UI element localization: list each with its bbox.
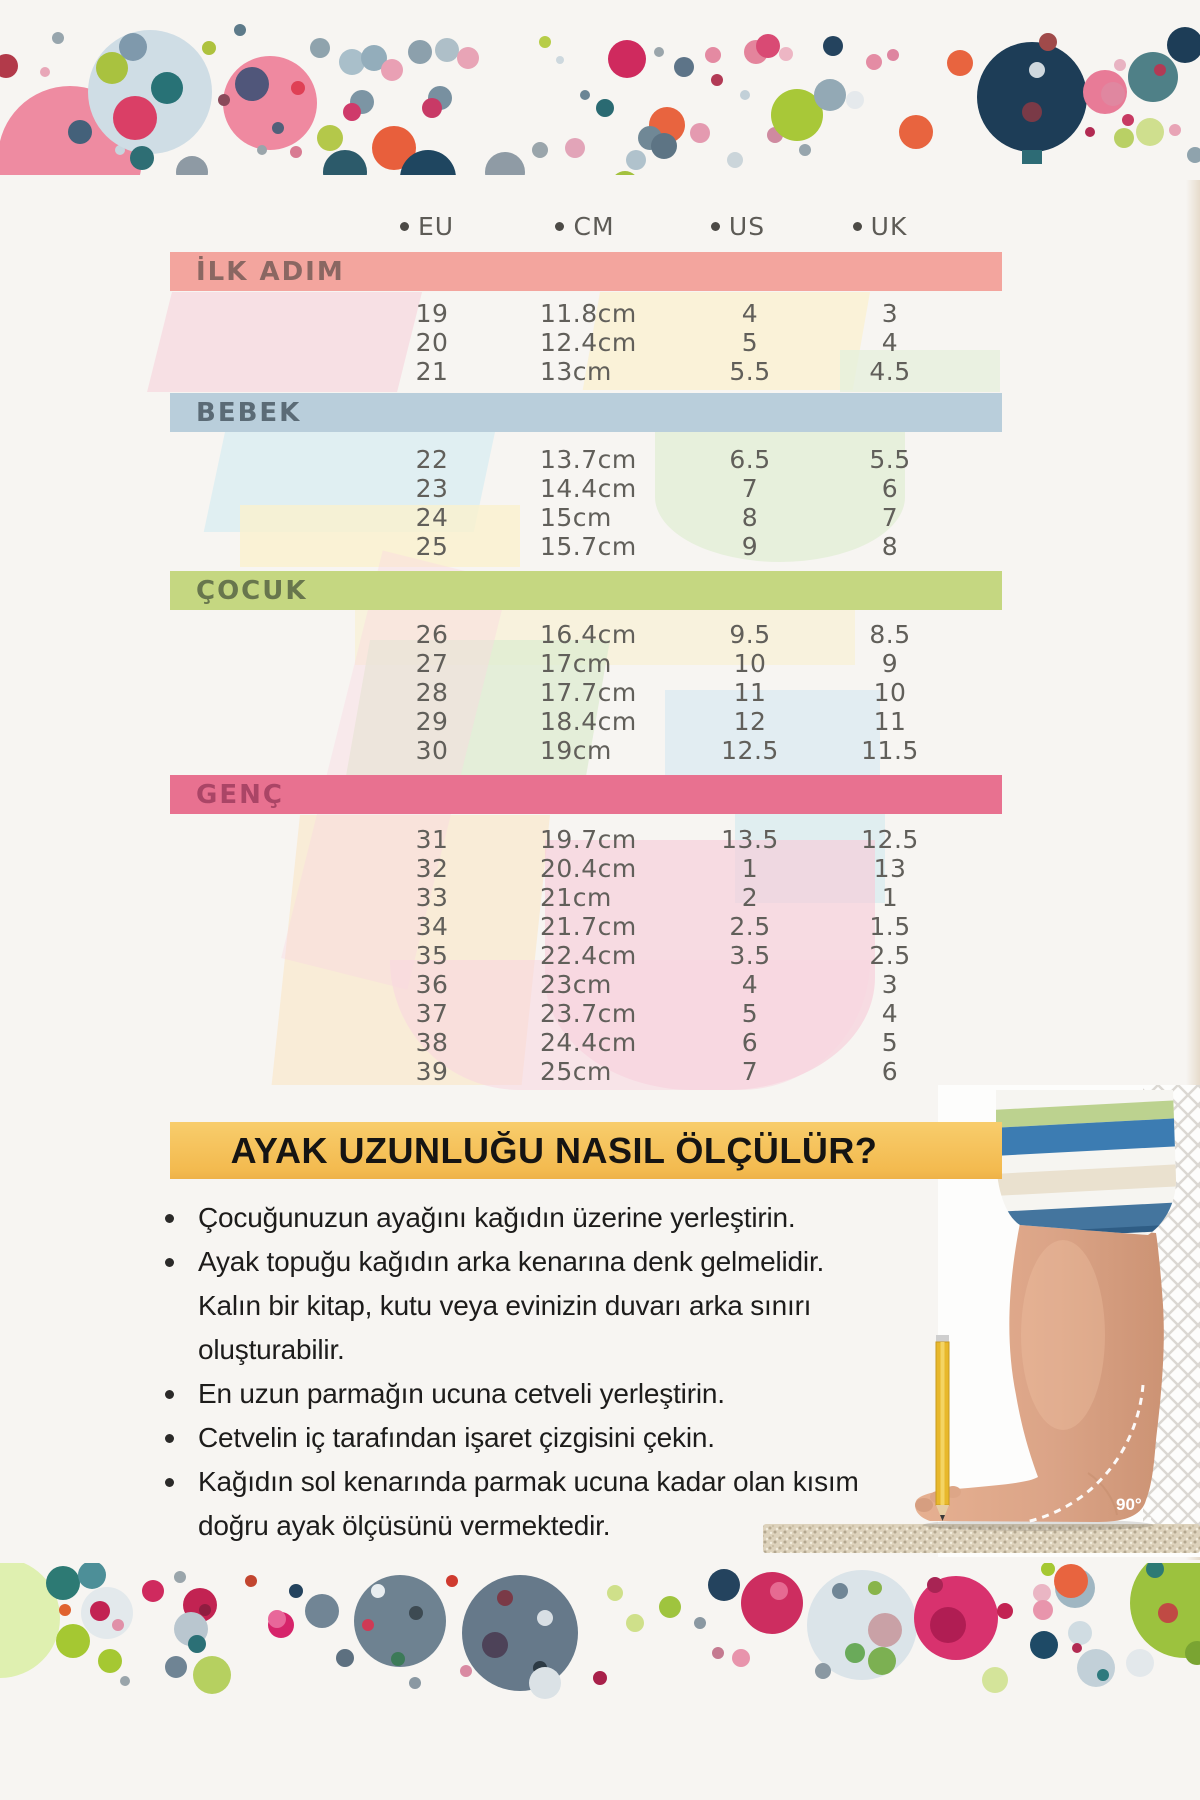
table-cell-eu: 30 [415,736,449,765]
top-dots-decoration [0,0,1200,175]
header-bullet-icon [853,222,862,231]
table-cell-us: 6.5 [729,445,771,474]
table-cell-us: 12.5 [721,736,779,765]
table-cell-eu: 26 [415,620,449,649]
table-cell-eu: 38 [415,1028,449,1057]
table-cell-eu: 22 [415,445,449,474]
table-cell-cm: 13cm [540,357,612,386]
measure-guide-list [158,1196,898,1548]
table-row [170,1028,1002,1057]
table-cell-uk: 12.5 [861,825,919,854]
section-label: İLK ADIM [196,256,345,287]
section-label: GENÇ [196,779,284,810]
table-cell-cm: 21cm [540,883,612,912]
table-cell-us: 12 [733,707,767,736]
guide-line-text: oluşturabilir. [198,1334,345,1365]
table-cell-cm: 21.7cm [540,912,637,941]
column-header-us [658,211,818,241]
table-row [170,474,1002,503]
bullet-icon [165,1258,174,1267]
section-band [170,252,1002,291]
guide-continuation-line [158,1328,898,1372]
table-cell-us: 3.5 [729,941,771,970]
table-cell-us: 8 [741,503,759,532]
table-row [170,503,1002,532]
table-cell-cm: 11.8cm [540,299,637,328]
section-rows [170,814,1002,1094]
guide-line-text: doğru ayak ölçüsünü vermektedir. [198,1510,611,1541]
table-cell-uk: 9 [881,649,899,678]
section-rows [170,291,1002,393]
header-bullet-icon [400,222,409,231]
table-header-row [0,211,1200,241]
table-cell-uk: 3 [881,299,899,328]
guide-continuation-line [158,1504,898,1548]
table-cell-eu: 25 [415,532,449,561]
table-cell-uk: 1.5 [869,912,911,941]
table-cell-eu: 34 [415,912,449,941]
header-bullet-icon [555,222,564,231]
guide-line-text: Ayak topuğu kağıdın arka kenarına denk gelmelidir. [198,1246,825,1277]
table-cell-uk: 5 [881,1028,899,1057]
column-header-label: EU [417,211,455,241]
table-cell-cm: 18.4cm [540,707,637,736]
guide-bullet-line [158,1416,898,1460]
section-band [170,775,1002,814]
table-cell-eu: 31 [415,825,449,854]
table-cell-eu: 29 [415,707,449,736]
pencil [936,1335,949,1521]
table-cell-uk: 4 [881,999,899,1028]
table-cell-us: 10 [733,649,767,678]
table-cell-us: 5.5 [729,357,771,386]
bullet-icon [165,1214,174,1223]
table-cell-eu: 27 [415,649,449,678]
table-cell-eu: 28 [415,678,449,707]
bullet-icon [165,1434,174,1443]
table-cell-us: 5 [741,328,759,357]
table-cell-uk: 13 [873,854,907,883]
table-cell-uk: 4.5 [869,357,911,386]
table-cell-eu: 33 [415,883,449,912]
table-cell-us: 2 [741,883,759,912]
table-row [170,707,1002,736]
table-row [170,912,1002,941]
table-cell-us: 7 [741,474,759,503]
table-row [170,620,1002,649]
guide-continuation-line [158,1284,898,1328]
table-row [170,357,1002,386]
table-cell-us: 4 [741,299,759,328]
header-bullet-icon [711,222,720,231]
size-table [170,252,1002,1094]
table-cell-uk: 11.5 [861,736,919,765]
table-cell-uk: 6 [881,474,899,503]
table-cell-cm: 25cm [540,1057,612,1086]
table-cell-eu: 19 [415,299,449,328]
bottom-dots-decoration [0,1563,1200,1741]
table-cell-uk: 8.5 [869,620,911,649]
column-header-label: CM [573,211,615,241]
table-cell-eu: 35 [415,941,449,970]
table-cell-cm: 15.7cm [540,532,637,561]
column-header-cm [505,211,665,241]
table-cell-cm: 23cm [540,970,612,999]
table-cell-us: 5 [741,999,759,1028]
section-rows [170,610,1002,775]
table-row [170,445,1002,474]
table-cell-us: 9 [741,532,759,561]
table-cell-uk: 1 [881,883,899,912]
table-cell-uk: 5.5 [869,445,911,474]
column-header-label: US [728,211,766,241]
table-cell-eu: 23 [415,474,449,503]
table-cell-uk: 2.5 [869,941,911,970]
bullet-icon [165,1390,174,1399]
table-cell-cm: 12.4cm [540,328,637,357]
table-cell-uk: 4 [881,328,899,357]
measure-guide-banner [170,1122,1002,1179]
table-cell-cm: 22.4cm [540,941,637,970]
table-cell-us: 9.5 [729,620,771,649]
guide-bullet-line [158,1372,898,1416]
table-cell-eu: 32 [415,854,449,883]
table-cell-cm: 16.4cm [540,620,637,649]
table-cell-cm: 19cm [540,736,612,765]
table-cell-cm: 23.7cm [540,999,637,1028]
guide-bullet-line [158,1460,898,1504]
table-row [170,736,1002,765]
section-band [170,393,1002,432]
table-cell-uk: 6 [881,1057,899,1086]
table-cell-eu: 20 [415,328,449,357]
table-cell-eu: 37 [415,999,449,1028]
guide-line-text: Çocuğunuzun ayağını kağıdın üzerine yerleştirin. [198,1202,796,1233]
table-cell-us: 2.5 [729,912,771,941]
table-cell-uk: 8 [881,532,899,561]
guide-line-text: Cetvelin iç tarafından işaret çizgisini çekin. [198,1422,715,1453]
section-band [170,571,1002,610]
table-row [170,854,1002,883]
table-cell-uk: 11 [873,707,907,736]
guide-line-text: Kalın bir kitap, kutu veya evinizin duvarı arka sınırı [198,1290,812,1321]
table-cell-us: 7 [741,1057,759,1086]
guide-bullet-line [158,1196,898,1240]
section-label: ÇOCUK [196,575,308,606]
table-row [170,970,1002,999]
table-cell-eu: 21 [415,357,449,386]
table-cell-uk: 10 [873,678,907,707]
table-cell-us: 13.5 [721,825,779,854]
table-row [170,299,1002,328]
section-label: BEBEK [196,397,302,428]
guide-line-text: En uzun parmağın ucuna cetveli yerleştirin. [198,1378,725,1409]
table-cell-cm: 13.7cm [540,445,637,474]
bullet-icon [165,1478,174,1487]
column-header-eu [347,211,507,241]
table-cell-us: 4 [741,970,759,999]
table-cell-uk: 7 [881,503,899,532]
table-cell-cm: 15cm [540,503,612,532]
measure-guide-title: AYAK UZUNLUĞU NASIL ÖLÇÜLÜR? [230,1129,878,1171]
table-cell-cm: 19.7cm [540,825,637,854]
table-row [170,883,1002,912]
section-rows [170,432,1002,571]
table-row [170,941,1002,970]
table-cell-us: 6 [741,1028,759,1057]
table-cell-us: 1 [741,854,759,883]
table-row [170,328,1002,357]
table-row [170,678,1002,707]
table-row [170,649,1002,678]
guide-bullet-line [158,1240,898,1284]
table-cell-us: 11 [733,678,767,707]
column-header-uk [800,211,960,241]
table-cell-eu: 24 [415,503,449,532]
table-cell-eu: 39 [415,1057,449,1086]
table-cell-cm: 14.4cm [540,474,637,503]
table-cell-cm: 20.4cm [540,854,637,883]
guide-line-text: Kağıdın sol kenarında parmak ucuna kadar olan kısım [198,1466,859,1497]
table-row [170,532,1002,561]
table-cell-eu: 36 [415,970,449,999]
table-row [170,1057,1002,1086]
table-cell-cm: 17cm [540,649,612,678]
table-cell-cm: 17.7cm [540,678,637,707]
angle-label: 90° [1116,1495,1142,1514]
table-cell-uk: 3 [881,970,899,999]
column-header-label: UK [870,211,908,241]
table-row [170,825,1002,854]
table-row [170,999,1002,1028]
table-cell-cm: 24.4cm [540,1028,637,1057]
